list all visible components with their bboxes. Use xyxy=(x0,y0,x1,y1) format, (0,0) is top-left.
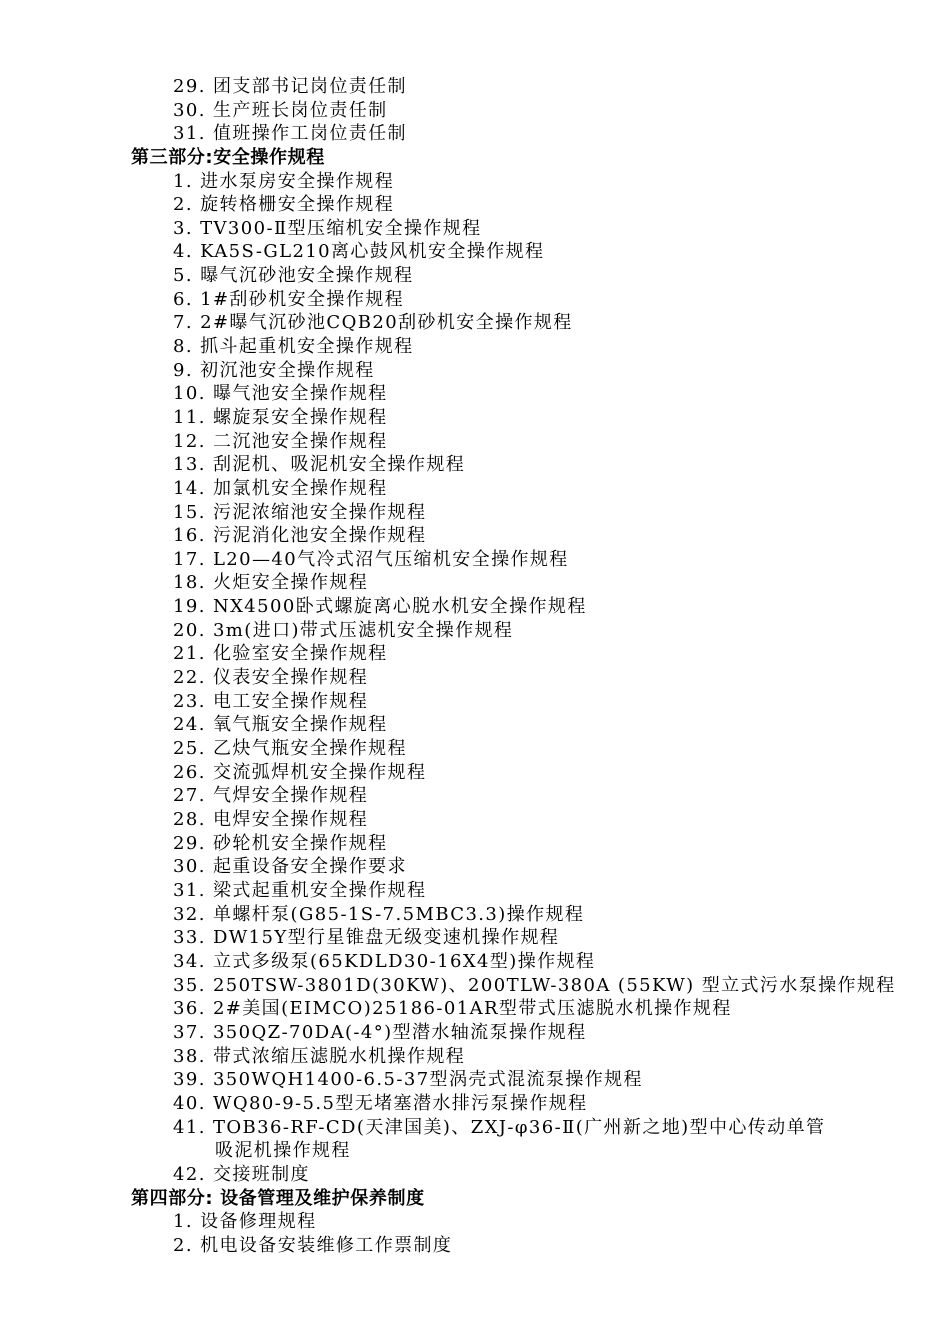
list-item: 34. 立式多级泵(65KDLD30-16X4型)操作规程 xyxy=(173,951,596,972)
list-item: 21. 化验室安全操作规程 xyxy=(173,643,388,664)
list-item: 33. DW15Y型行星锥盘无级变速机操作规程 xyxy=(173,927,560,948)
list-item: 15. 污泥浓缩池安全操作规程 xyxy=(173,502,427,523)
list-item: 26. 交流弧焊机安全操作规程 xyxy=(173,762,427,783)
list-item: 31. 值班操作工岗位责任制 xyxy=(173,123,407,144)
list-item: 37. 350QZ-70DA(-4°)型潜水轴流泵操作规程 xyxy=(173,1022,587,1043)
list-item: 6. 1#刮砂机安全操作规程 xyxy=(173,289,405,310)
section-heading-part3: 第三部分:安全操作规程 xyxy=(131,147,325,168)
list-item: 28. 电焊安全操作规程 xyxy=(173,809,369,830)
list-item: 30. 起重设备安全操作要求 xyxy=(173,856,407,877)
list-item: 30. 生产班长岗位责任制 xyxy=(173,100,388,121)
list-item: 2. 旋转格栅安全操作规程 xyxy=(173,194,395,215)
list-item: 1. 进水泵房安全操作规程 xyxy=(173,171,395,192)
list-item: 39. 350WQH1400-6.5-37型涡壳式混流泵操作规程 xyxy=(173,1069,643,1090)
list-item: 22. 仪表安全操作规程 xyxy=(173,667,369,688)
list-item: 36. 2#美国(EIMCO)25186-01AR型带式压滤脱水机操作规程 xyxy=(173,998,732,1019)
list-item: 12. 二沉池安全操作规程 xyxy=(173,431,388,452)
list-item: 23. 电工安全操作规程 xyxy=(173,691,369,712)
list-item: 41. TOB36-RF-CD(天津国美)、ZXJ-φ36-Ⅱ(广州新之地)型中心传动单管 xyxy=(173,1117,826,1138)
list-item: 29. 砂轮机安全操作规程 xyxy=(173,833,388,854)
list-item: 14. 加氯机安全操作规程 xyxy=(173,478,388,499)
list-item: 31. 梁式起重机安全操作规程 xyxy=(173,880,427,901)
list-item: 35. 250TSW-3801D(30KW)、200TLW-380A (55KW) 型立式污水泵操作规程 xyxy=(173,975,896,996)
list-item: 18. 火炬安全操作规程 xyxy=(173,572,369,593)
list-item: 8. 抓斗起重机安全操作规程 xyxy=(173,336,414,357)
list-item: 13. 刮泥机、吸泥机安全操作规程 xyxy=(173,454,466,475)
list-item: 29. 团支部书记岗位责任制 xyxy=(173,76,407,97)
list-item: 17. L20—40气冷式沼气压缩机安全操作规程 xyxy=(173,549,569,570)
section-heading-part4: 第四部分: 设备管理及维护保养制度 xyxy=(131,1188,425,1209)
list-item: 16. 污泥消化池安全操作规程 xyxy=(173,525,427,546)
list-item: 9. 初沉池安全操作规程 xyxy=(173,360,375,381)
list-item: 10. 曝气池安全操作规程 xyxy=(173,383,388,404)
list-item: 40. WQ80-9-5.5型无堵塞潜水排污泵操作规程 xyxy=(173,1093,588,1114)
list-item: 20. 3m(进口)带式压滤机安全操作规程 xyxy=(173,620,514,641)
list-item: 19. NX4500卧式螺旋离心脱水机安全操作规程 xyxy=(173,596,587,617)
list-item: 1. 设备修理规程 xyxy=(173,1211,317,1232)
list-item: 5. 曝气沉砂池安全操作规程 xyxy=(173,265,414,286)
list-item: 3. TV300-Ⅱ型压缩机安全操作规程 xyxy=(173,218,482,239)
list-item: 42. 交接班制度 xyxy=(173,1164,310,1185)
list-item: 11. 螺旋泵安全操作规程 xyxy=(173,407,388,428)
list-item: 4. KA5S-GL210离心鼓风机安全操作规程 xyxy=(173,241,545,262)
list-item: 27. 气焊安全操作规程 xyxy=(173,785,369,806)
list-item: 25. 乙炔气瓶安全操作规程 xyxy=(173,738,407,759)
list-item: 32. 单螺杆泵(G85-1S-7.5MBC3.3)操作规程 xyxy=(173,904,585,925)
list-item: 2. 机电设备安装维修工作票制度 xyxy=(173,1235,453,1256)
list-item: 38. 带式浓缩压滤脱水机操作规程 xyxy=(173,1046,466,1067)
list-item: 7. 2#曝气沉砂池CQB20刮砂机安全操作规程 xyxy=(173,312,573,333)
list-item-continuation: 吸泥机操作规程 xyxy=(215,1140,351,1161)
list-item: 24. 氧气瓶安全操作规程 xyxy=(173,714,388,735)
